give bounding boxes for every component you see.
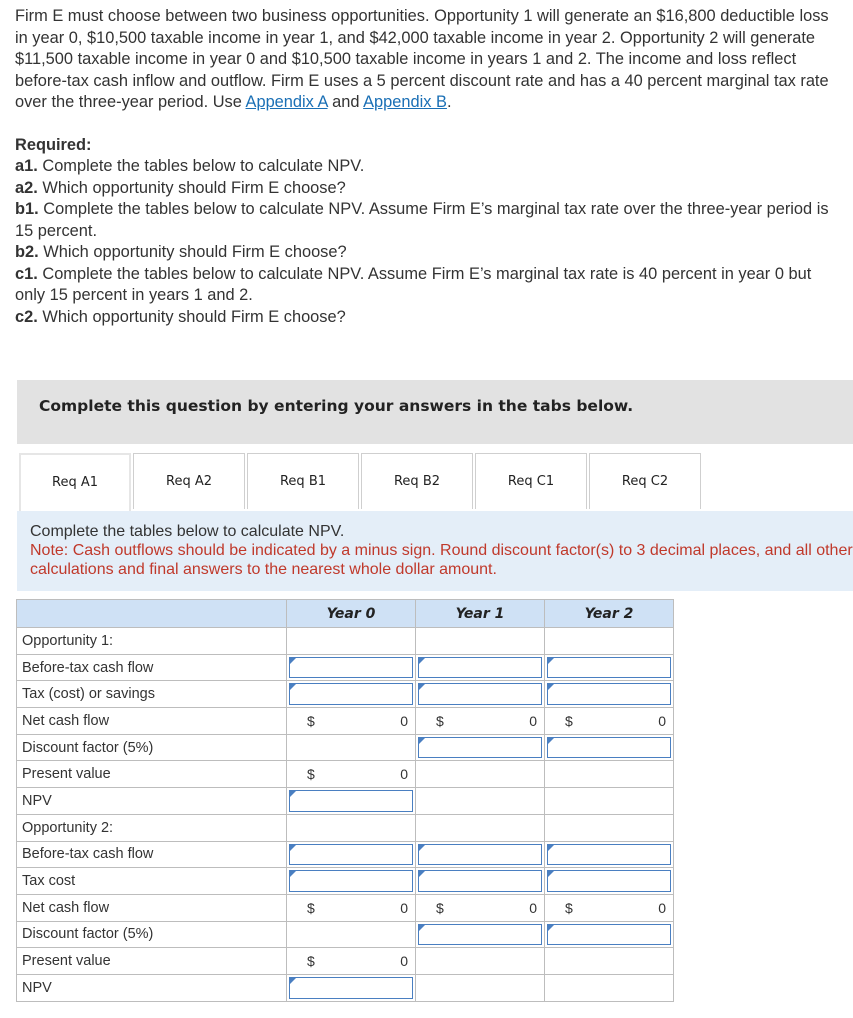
opp1-before-tax-year1-input[interactable] xyxy=(418,657,542,679)
opp1-discount-year2-input[interactable] xyxy=(547,737,671,759)
opp1-npv-input[interactable] xyxy=(289,790,413,812)
table-row xyxy=(17,708,674,735)
row-label: Net cash flow xyxy=(17,894,287,921)
table-row xyxy=(17,948,674,975)
problem-statement xyxy=(15,6,845,328)
opp2-net-year2: $ 0 xyxy=(545,894,674,921)
table-row xyxy=(17,734,674,761)
required-b1: b1. Complete the tables below to calculate NPV. Assume Firm E’s marginal tax rate over the three-year period is 15 percent. xyxy=(15,200,829,240)
row-label: Discount factor (5%) xyxy=(17,921,287,948)
tab-req-a2[interactable]: Req A2 xyxy=(133,453,245,509)
table-row xyxy=(17,628,674,655)
requirement-tabs xyxy=(19,453,853,511)
required-c2: c2. Which opportunity should Firm E choose? xyxy=(15,307,346,326)
problem-paragraph xyxy=(15,6,845,114)
appendix-b-link[interactable]: Appendix B xyxy=(363,93,447,111)
row-label: NPV xyxy=(17,788,287,815)
required-a2: a2. Which opportunity should Firm E choose? xyxy=(15,178,346,197)
opp2-before-tax-year1-input[interactable] xyxy=(418,844,542,866)
opp2-tax-year2-input[interactable] xyxy=(547,870,671,892)
tab-req-c2[interactable]: Req C2 xyxy=(589,453,701,509)
opp2-npv-input[interactable] xyxy=(289,977,413,999)
required-heading: Required: xyxy=(15,135,92,154)
row-label: Tax cost xyxy=(17,868,287,895)
opp2-before-tax-year2-input[interactable] xyxy=(547,844,671,866)
opp1-net-year2: $ 0 xyxy=(545,708,674,735)
opp1-net-year0: $ 0 xyxy=(287,708,416,735)
note-line: Note: Cash outflows should be indicated by a minus sign. Round discount factor(s) to 3 decimal places, and all other xyxy=(30,542,853,559)
problem-text: Firm E must choose between two business opportunities. Opportunity 1 will generate an $16,800 deductible loss in year 0, $10,500 taxable income in year 1, and $42,000 taxable income in year 2. Opportunity 2 will generate $11,500 taxable income in year 0 and $10,500 taxable income in years 1 and 2. The income and loss reflect before-tax cash inflow and outflow. Firm E uses a 5 percent discount rate and has a 40 percent marginal tax rate over the three-year period. Use xyxy=(15,7,829,111)
row-label: NPV xyxy=(17,974,287,1001)
required-c1: c1. Complete the tables below to calculate NPV. Assume Firm E’s marginal tax rate is 40 percent in year 0 but only 15 percent in years 1 and 2. xyxy=(15,264,812,304)
instructions-banner xyxy=(17,380,853,444)
header-blank xyxy=(17,600,287,628)
problem-text-mid: and xyxy=(327,93,364,111)
opp2-before-tax-year0-input[interactable] xyxy=(289,844,413,866)
instruction-line: Complete the tables below to calculate NPV. xyxy=(30,523,345,540)
opp1-pv-year0: $ 0 xyxy=(287,761,416,788)
opp2-tax-year1-input[interactable] xyxy=(418,870,542,892)
required-b2: b2. Which opportunity should Firm E choose? xyxy=(15,243,347,261)
opp1-before-tax-year0-input[interactable] xyxy=(289,657,413,679)
tab-req-b1[interactable]: Req B1 xyxy=(247,453,359,509)
table-row xyxy=(17,841,674,868)
table-row xyxy=(17,814,674,841)
header-year-2: Year 2 xyxy=(545,600,674,628)
npv-table xyxy=(16,599,674,1002)
row-label: Before-tax cash flow xyxy=(17,654,287,681)
opp1-tax-year0-input[interactable] xyxy=(289,683,413,705)
row-label: Discount factor (5%) xyxy=(17,734,287,761)
tab-instructions xyxy=(17,511,853,591)
row-label: Present value xyxy=(17,761,287,788)
row-label: Tax (cost) or savings xyxy=(17,681,287,708)
tab-req-c1[interactable]: Req C1 xyxy=(475,453,587,509)
appendix-a-link[interactable]: Appendix A xyxy=(245,93,328,111)
opp1-before-tax-year2-input[interactable] xyxy=(547,657,671,679)
banner-text: Complete this question by entering your answers in the tabs below. xyxy=(39,397,634,415)
tab-req-b2[interactable]: Req B2 xyxy=(361,453,473,509)
table-row xyxy=(17,894,674,921)
table-row xyxy=(17,788,674,815)
opp2-pv-year0: $ 0 xyxy=(287,948,416,975)
opportunity-1-label: Opportunity 1: xyxy=(17,628,287,655)
row-label: Present value xyxy=(17,948,287,975)
opp1-net-year1: $ 0 xyxy=(416,708,545,735)
problem-text-end: . xyxy=(446,93,452,111)
header-year-1: Year 1 xyxy=(416,600,545,628)
opp2-net-year0: $ 0 xyxy=(287,894,416,921)
opp2-net-year1: $ 0 xyxy=(416,894,545,921)
table-row xyxy=(17,681,674,708)
header-row xyxy=(17,600,674,628)
note-line-continued: calculations and final answers to the nearest whole dollar amount. xyxy=(30,561,497,578)
required-a1: a1. Complete the tables below to calculate NPV. xyxy=(15,157,365,175)
tab-req-a1[interactable]: Req A1 xyxy=(19,453,131,511)
opp2-discount-year1-input[interactable] xyxy=(418,924,542,946)
opp2-tax-year0-input[interactable] xyxy=(289,870,413,892)
header-year-0: Year 0 xyxy=(287,600,416,628)
opp1-tax-year1-input[interactable] xyxy=(418,683,542,705)
table-row xyxy=(17,761,674,788)
table-row xyxy=(17,654,674,681)
table-row xyxy=(17,868,674,895)
opp2-discount-year2-input[interactable] xyxy=(547,924,671,946)
table-row xyxy=(17,921,674,948)
table-row xyxy=(17,974,674,1001)
opp1-tax-year2-input[interactable] xyxy=(547,683,671,705)
row-label: Before-tax cash flow xyxy=(17,841,287,868)
opportunity-2-label: Opportunity 2: xyxy=(17,814,287,841)
opp1-discount-year1-input[interactable] xyxy=(418,737,542,759)
row-label: Net cash flow xyxy=(17,708,287,735)
